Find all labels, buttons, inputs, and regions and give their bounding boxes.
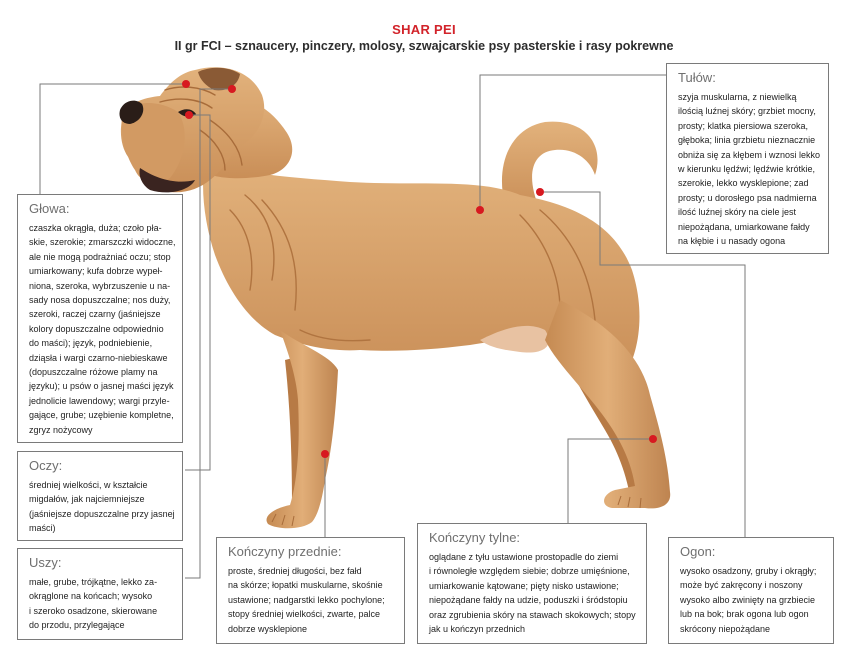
line: oglądane z tyłu ustawione prostopadle do ziemi — [429, 552, 619, 562]
heading-konczyny-tylne: Kończyny tylne: — [429, 530, 521, 545]
line: dobrze wysklepione — [228, 623, 308, 634]
dog-near-hind-leg — [545, 300, 670, 508]
line: umiarkowanie kątowane; pięty nisko ustawione; — [429, 580, 619, 591]
page-subtitle: II gr FCI – sznaucery, pinczery, molosy, szwajcarskie psy pasterskie i rasy pokrewne — [174, 39, 674, 53]
line: migdałów, jak najciemniejsze — [29, 494, 145, 505]
line: na skórze; łopatki muskularne, skośnie — [228, 580, 383, 591]
page-title: SHAR PEI — [392, 22, 456, 37]
box-konczyny-tylne — [417, 523, 647, 644]
line: umiarkowany; kufa dobrze wypeł- — [29, 266, 163, 277]
dog-paw-lines — [272, 496, 641, 526]
line: jak u kończyn przednich — [429, 624, 526, 635]
heading-konczyny-przednie: Kończyny przednie: — [228, 544, 342, 559]
line: zgryz nożycowy — [29, 424, 93, 435]
line: wysoko albo zwinięty na grzbiecie — [680, 594, 816, 605]
text-glowa — [29, 221, 176, 437]
box-glowa — [17, 194, 183, 443]
heading-tulow: Tułów: — [678, 70, 716, 85]
line: do maści); język, podniebienie, — [29, 338, 153, 349]
line: maści) — [29, 523, 56, 534]
line: ilość luźnej skóry na ciele jest — [678, 207, 797, 218]
line: skrócony niepożądane — [680, 623, 771, 634]
line: kolory dopuszczalne odpowiednio — [29, 323, 164, 334]
line: może być zakręcony i noszony — [680, 580, 803, 591]
line: na kłębie i u nasady ogona — [678, 236, 786, 247]
heading-oczy: Oczy: — [29, 458, 63, 473]
line: proste, średniej długości, bez fałd — [228, 566, 362, 576]
line: niepożądane fałdy na udzie, poduszki i śródstopiu — [429, 595, 628, 606]
box-oczy — [17, 451, 183, 541]
line: dziąsła i wargi czarno-niebieskawe — [29, 352, 168, 363]
line: ustawione; nadgarstki lekko pochylone; — [228, 594, 385, 605]
line: szerokie, lekko wysklepione; zad — [678, 178, 809, 189]
line: głęboka; linia grzbietu nieznacznie — [678, 135, 816, 146]
text-konczyny-tylne — [429, 550, 637, 636]
dog-body-group — [119, 67, 670, 528]
line: i szeroko osadzone, skierowane — [29, 605, 158, 616]
box-konczyny-przednie — [216, 537, 405, 644]
line: szeroki, raczej czarny (jaśniejsze — [29, 309, 161, 320]
line: skie, szerokie; zmarszczki widoczne, — [29, 237, 176, 248]
line: ilością luźnej skóry; grzbiet mocny, — [678, 106, 816, 117]
line: (jaśniejsze dopuszczalne przy jasnej — [29, 508, 175, 519]
line: stopy średniej wielkości, zwarte, palce — [228, 609, 381, 620]
line: (dopuszczalne różowe plamy na — [29, 367, 158, 378]
line: gające, grube; uzębienie kompletne, — [29, 410, 174, 421]
heading-glowa: Głowa: — [29, 201, 70, 216]
text-konczyny-przednie — [228, 564, 395, 636]
line: średniej wielkości, w kształcie — [29, 480, 148, 490]
line: do przodu, przylegające — [29, 620, 125, 631]
line: oraz zgrubienia skóry na stawach skokowych; stopy — [429, 609, 636, 620]
box-ogon — [668, 537, 834, 644]
line: w kierunku lędźwi; lędźwie krótkie, — [678, 164, 816, 175]
line: prosty; u dorosłego psa nadmierna — [678, 192, 817, 203]
line: niepożądana, umiarkowane fałdy — [678, 221, 810, 232]
heading-ogon: Ogon: — [680, 544, 716, 559]
text-tulow — [678, 90, 819, 248]
line: ale nie mogą podrażniać oczu; stop — [29, 251, 171, 262]
line: języku); u psów o jasnej maści język — [29, 381, 174, 392]
line: i równoległe względem siebie; dobrze umięśnione, — [429, 566, 630, 577]
text-ogon — [680, 564, 824, 636]
box-uszy — [17, 548, 183, 640]
line: obniża się za kłębem i wznosi lekko — [678, 149, 821, 160]
line: prosty; klatka piersiowa szeroka, — [678, 120, 809, 131]
line: lub na bok; brak ogona lub ogon — [680, 609, 809, 620]
dog-near-front-leg — [267, 330, 338, 528]
line: czaszka okrągła, duża; czoło pła- — [29, 223, 162, 233]
line: niona, szeroka, wybrzuszenie u na- — [29, 280, 171, 291]
heading-uszy: Uszy: — [29, 555, 62, 570]
line: szyja muskularna, z niewielką — [678, 92, 797, 102]
line: sady nosa dopuszczalne; nos duży, — [29, 295, 171, 306]
line: okrąglone na końcach; wysoko — [29, 591, 153, 602]
text-uszy — [29, 575, 173, 633]
line: jednolicie lawendowy; wargi przyle- — [29, 395, 170, 406]
line: małe, grube, trójkątne, lekko za- — [29, 577, 158, 587]
box-tulow — [666, 63, 829, 254]
line: wysoko osadzony, gruby i okrągły; — [680, 566, 817, 576]
text-oczy — [29, 478, 173, 536]
